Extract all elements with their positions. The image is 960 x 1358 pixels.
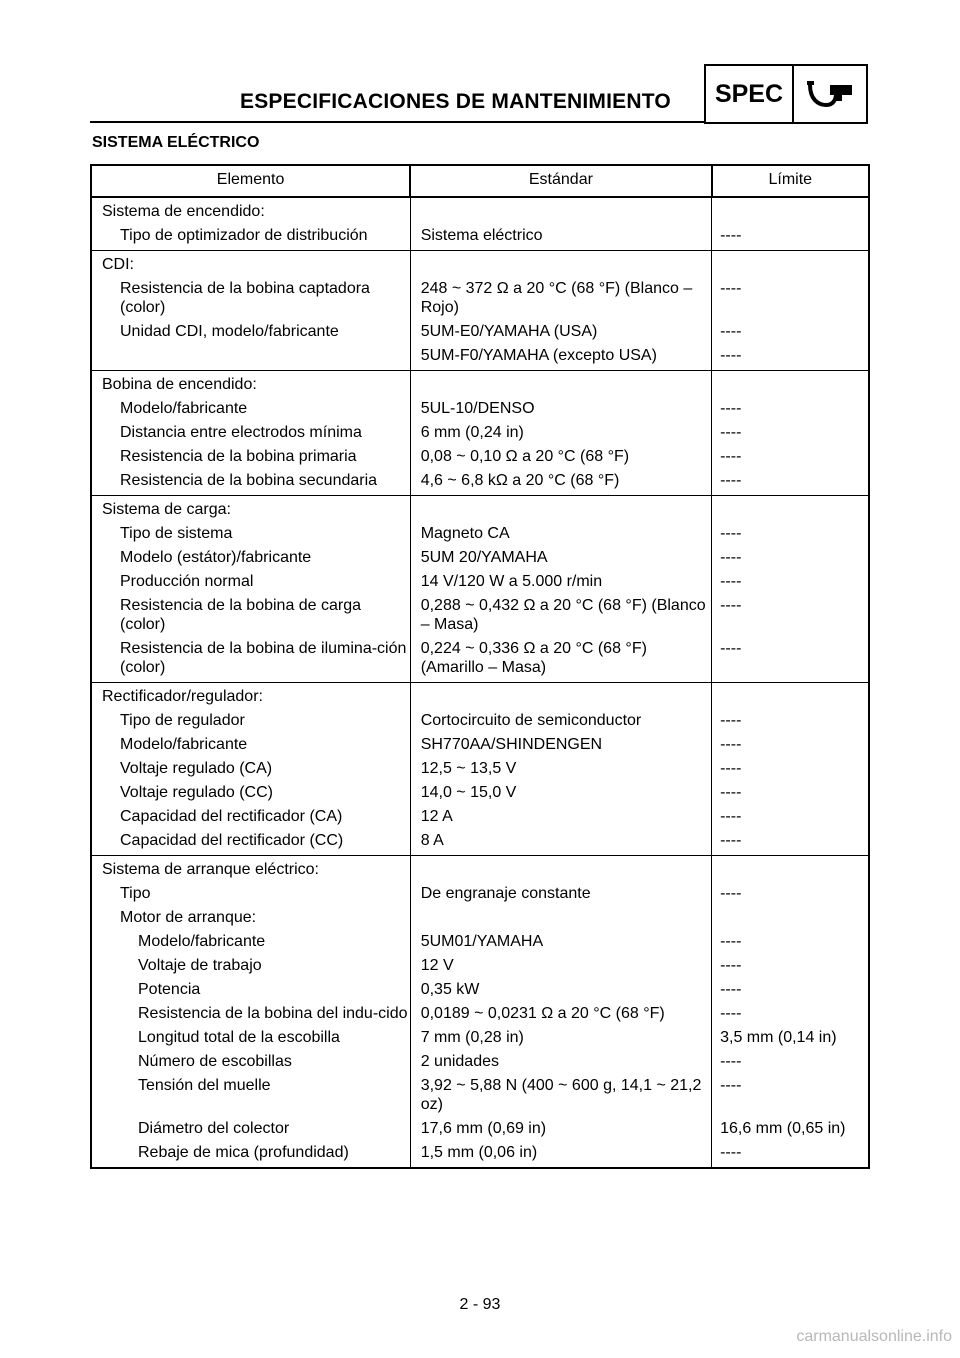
cell-limit bbox=[712, 371, 869, 400]
cell-element: Resistencia de la bobina captadora (color) bbox=[91, 279, 410, 322]
cell-element: Distancia entre electrodos mínima bbox=[91, 423, 410, 447]
cell-element: Bobina de encendido: bbox=[91, 371, 410, 400]
cell-standard: Cortocircuito de semiconductor bbox=[410, 711, 711, 735]
cell-limit: ---- bbox=[712, 1076, 869, 1119]
cell-element: Resistencia de la bobina primaria bbox=[91, 447, 410, 471]
cell-standard: 12 V bbox=[410, 956, 711, 980]
wrench-icon bbox=[794, 66, 866, 122]
cell-standard bbox=[410, 251, 711, 280]
cell-limit: ---- bbox=[712, 783, 869, 807]
cell-limit: ---- bbox=[712, 447, 869, 471]
table-row bbox=[91, 1004, 869, 1028]
cell-standard bbox=[410, 683, 711, 712]
table-row bbox=[91, 447, 869, 471]
table-row bbox=[91, 1076, 869, 1119]
table-row bbox=[91, 956, 869, 980]
table-row bbox=[91, 980, 869, 1004]
cell-standard: 248 ~ 372 Ω a 20 °C (68 °F) (Blanco – Rojo) bbox=[410, 279, 711, 322]
cell-element: Diámetro del colector bbox=[91, 1119, 410, 1143]
table-row bbox=[91, 322, 869, 346]
cell-limit: ---- bbox=[712, 980, 869, 1004]
cell-element: Resistencia de la bobina de carga (color) bbox=[91, 596, 410, 639]
table-header-row bbox=[91, 165, 869, 197]
table-row bbox=[91, 807, 869, 831]
cell-element: Unidad CDI, modelo/fabricante bbox=[91, 322, 410, 346]
cell-element: CDI: bbox=[91, 251, 410, 280]
cell-standard: 5UM-E0/YAMAHA (USA) bbox=[410, 322, 711, 346]
cell-limit: ---- bbox=[712, 1052, 869, 1076]
table-row bbox=[91, 226, 869, 251]
cell-element: Capacidad del rectificador (CA) bbox=[91, 807, 410, 831]
table-row bbox=[91, 548, 869, 572]
cell-element: Resistencia de la bobina secundaria bbox=[91, 471, 410, 496]
cell-element bbox=[91, 346, 410, 371]
cell-standard: 5UM 20/YAMAHA bbox=[410, 548, 711, 572]
table-row bbox=[91, 524, 869, 548]
table-row bbox=[91, 346, 869, 371]
cell-limit: ---- bbox=[712, 596, 869, 639]
cell-limit: ---- bbox=[712, 346, 869, 371]
cell-limit: ---- bbox=[712, 884, 869, 908]
cell-standard: 17,6 mm (0,69 in) bbox=[410, 1119, 711, 1143]
cell-limit: ---- bbox=[712, 956, 869, 980]
cell-limit: ---- bbox=[712, 759, 869, 783]
cell-standard: 14 V/120 W a 5.000 r/min bbox=[410, 572, 711, 596]
cell-limit: ---- bbox=[712, 932, 869, 956]
cell-element: Modelo/fabricante bbox=[91, 735, 410, 759]
cell-element: Modelo (estátor)/fabricante bbox=[91, 548, 410, 572]
header-rule bbox=[90, 121, 704, 123]
cell-element: Capacidad del rectificador (CC) bbox=[91, 831, 410, 856]
cell-standard bbox=[410, 197, 711, 226]
column-header-standard: Estándar bbox=[410, 165, 711, 197]
table-row bbox=[91, 471, 869, 496]
cell-standard: 3,92 ~ 5,88 N (400 ~ 600 g, 14,1 ~ 21,2 oz) bbox=[410, 1076, 711, 1119]
table-row bbox=[91, 399, 869, 423]
cell-standard bbox=[410, 496, 711, 525]
table-group-row bbox=[91, 371, 869, 400]
table-row bbox=[91, 711, 869, 735]
table-row bbox=[91, 908, 869, 932]
cell-standard: 7 mm (0,28 in) bbox=[410, 1028, 711, 1052]
table-row bbox=[91, 735, 869, 759]
cell-limit: ---- bbox=[712, 639, 869, 683]
cell-element: Modelo/fabricante bbox=[91, 399, 410, 423]
cell-element: Modelo/fabricante bbox=[91, 932, 410, 956]
table-row bbox=[91, 572, 869, 596]
cell-element: Voltaje de trabajo bbox=[91, 956, 410, 980]
table-group-row bbox=[91, 496, 869, 525]
table-row bbox=[91, 423, 869, 447]
cell-standard: Magneto CA bbox=[410, 524, 711, 548]
cell-standard: 4,6 ~ 6,8 kΩ a 20 °C (68 °F) bbox=[410, 471, 711, 496]
table-group-row bbox=[91, 856, 869, 885]
cell-standard: 5UM01/YAMAHA bbox=[410, 932, 711, 956]
cell-element: Producción normal bbox=[91, 572, 410, 596]
page-number: 2 - 93 bbox=[459, 1296, 501, 1313]
column-header-limit: Límite bbox=[712, 165, 869, 197]
cell-limit: ---- bbox=[712, 711, 869, 735]
cell-limit bbox=[712, 496, 869, 525]
cell-element: Longitud total de la escobilla bbox=[91, 1028, 410, 1052]
section-title: SISTEMA ELÉCTRICO bbox=[92, 134, 260, 151]
cell-limit: ---- bbox=[712, 735, 869, 759]
cell-limit: ---- bbox=[712, 423, 869, 447]
table-row bbox=[91, 1028, 869, 1052]
table-row bbox=[91, 932, 869, 956]
cell-standard bbox=[410, 856, 711, 885]
cell-limit bbox=[712, 197, 869, 226]
cell-limit bbox=[712, 683, 869, 712]
cell-standard: 5UL-10/DENSO bbox=[410, 399, 711, 423]
table-row bbox=[91, 783, 869, 807]
cell-limit: ---- bbox=[712, 572, 869, 596]
cell-element: Sistema de carga: bbox=[91, 496, 410, 525]
cell-limit bbox=[712, 251, 869, 280]
cell-element: Potencia bbox=[91, 980, 410, 1004]
cell-standard bbox=[410, 908, 711, 932]
cell-limit: ---- bbox=[712, 399, 869, 423]
table-group-row bbox=[91, 251, 869, 280]
cell-limit: ---- bbox=[712, 1143, 869, 1168]
cell-standard: 14,0 ~ 15,0 V bbox=[410, 783, 711, 807]
cell-limit bbox=[712, 856, 869, 885]
cell-limit: 16,6 mm (0,65 in) bbox=[712, 1119, 869, 1143]
cell-element: Tipo de optimizador de distribución bbox=[91, 226, 410, 251]
cell-limit: ---- bbox=[712, 548, 869, 572]
cell-element: Sistema de encendido: bbox=[91, 197, 410, 226]
cell-standard: 0,08 ~ 0,10 Ω a 20 °C (68 °F) bbox=[410, 447, 711, 471]
table-row bbox=[91, 759, 869, 783]
cell-element: Resistencia de la bobina de ilumina-ción (color) bbox=[91, 639, 410, 683]
cell-limit: ---- bbox=[712, 831, 869, 856]
cell-standard: 0,288 ~ 0,432 Ω a 20 °C (68 °F) (Blanco – Masa) bbox=[410, 596, 711, 639]
table-row bbox=[91, 1119, 869, 1143]
cell-element: Rebaje de mica (profundidad) bbox=[91, 1143, 410, 1168]
watermark: carmanualsonline.info bbox=[796, 1328, 952, 1345]
table-row bbox=[91, 1052, 869, 1076]
cell-standard: SH770AA/SHINDENGEN bbox=[410, 735, 711, 759]
cell-limit: ---- bbox=[712, 807, 869, 831]
table-row bbox=[91, 1143, 869, 1168]
cell-standard: 2 unidades bbox=[410, 1052, 711, 1076]
cell-element: Voltaje regulado (CA) bbox=[91, 759, 410, 783]
cell-standard: 8 A bbox=[410, 831, 711, 856]
cell-limit: ---- bbox=[712, 226, 869, 251]
cell-element: Tensión del muelle bbox=[91, 1076, 410, 1119]
cell-limit: ---- bbox=[712, 524, 869, 548]
table-row bbox=[91, 884, 869, 908]
cell-limit: ---- bbox=[712, 1004, 869, 1028]
cell-standard: 12 A bbox=[410, 807, 711, 831]
table-row bbox=[91, 831, 869, 856]
spec-badge bbox=[704, 64, 868, 124]
cell-limit bbox=[712, 908, 869, 932]
table-row bbox=[91, 639, 869, 683]
cell-standard: 6 mm (0,24 in) bbox=[410, 423, 711, 447]
cell-element: Tipo bbox=[91, 884, 410, 908]
table-group-row bbox=[91, 683, 869, 712]
spec-table-body bbox=[91, 197, 869, 1168]
column-header-element: Elemento bbox=[91, 165, 410, 197]
cell-limit: ---- bbox=[712, 322, 869, 346]
spec-table bbox=[90, 164, 870, 1169]
cell-standard: De engranaje constante bbox=[410, 884, 711, 908]
cell-limit: ---- bbox=[712, 279, 869, 322]
cell-limit: 3,5 mm (0,14 in) bbox=[712, 1028, 869, 1052]
cell-element: Tipo de sistema bbox=[91, 524, 410, 548]
cell-standard: 1,5 mm (0,06 in) bbox=[410, 1143, 711, 1168]
cell-standard: 12,5 ~ 13,5 V bbox=[410, 759, 711, 783]
spec-badge-label: SPEC bbox=[706, 66, 794, 122]
cell-element: Motor de arranque: bbox=[91, 908, 410, 932]
cell-standard: 0,35 kW bbox=[410, 980, 711, 1004]
cell-standard bbox=[410, 371, 711, 400]
cell-standard: 0,224 ~ 0,336 Ω a 20 °C (68 °F) (Amarillo – Masa) bbox=[410, 639, 711, 683]
cell-element: Sistema de arranque eléctrico: bbox=[91, 856, 410, 885]
table-group-row bbox=[91, 197, 869, 226]
page-header-title: ESPECIFICACIONES DE MANTENIMIENTO bbox=[240, 90, 671, 113]
cell-standard: 5UM-F0/YAMAHA (excepto USA) bbox=[410, 346, 711, 371]
cell-standard: 0,0189 ~ 0,0231 Ω a 20 °C (68 °F) bbox=[410, 1004, 711, 1028]
cell-element: Número de escobillas bbox=[91, 1052, 410, 1076]
cell-element: Resistencia de la bobina del indu-cido bbox=[91, 1004, 410, 1028]
cell-element: Tipo de regulador bbox=[91, 711, 410, 735]
cell-limit: ---- bbox=[712, 471, 869, 496]
cell-element: Rectificador/regulador: bbox=[91, 683, 410, 712]
table-row bbox=[91, 279, 869, 322]
cell-standard: Sistema eléctrico bbox=[410, 226, 711, 251]
table-row bbox=[91, 596, 869, 639]
cell-element: Voltaje regulado (CC) bbox=[91, 783, 410, 807]
